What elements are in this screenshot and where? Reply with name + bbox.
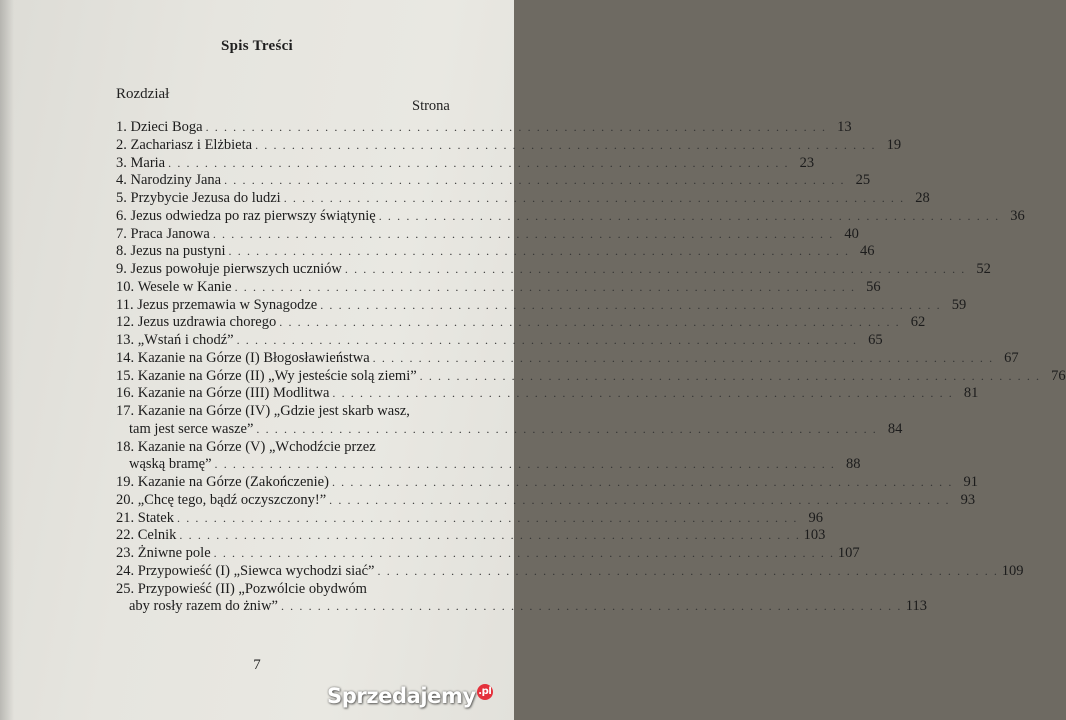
chapter-title: Jezus uzdrawia chorego <box>137 314 277 331</box>
chapter-title: Przypowieść (I) „Siewca wychodzi siać” <box>137 562 375 579</box>
chapter-title: Jezus przemawia w Synagodze <box>137 296 318 313</box>
dot-leader <box>214 545 835 563</box>
chapter-page: 81 <box>963 385 979 402</box>
chapter-page: 76 <box>1051 367 1066 384</box>
chapter-page: 13 <box>837 119 852 135</box>
chapter-number: 5. <box>116 190 127 206</box>
chapter-number: 10. <box>116 278 135 295</box>
toc-entry <box>116 385 979 403</box>
chapter-title: Kazanie na Górze (II) „Wy jesteście solą ziemi” <box>137 367 417 384</box>
dot-leader <box>332 474 953 492</box>
toc-entry-line <box>116 598 927 616</box>
chapter-number: 2. <box>116 136 127 153</box>
dot-leader <box>224 172 845 190</box>
dot-leader <box>177 510 798 528</box>
chapter-number: 21. <box>116 509 135 526</box>
dot-leader <box>206 119 827 137</box>
dot-leader <box>320 297 941 315</box>
toc-entry <box>116 261 991 279</box>
chapter-title: Kazanie na Górze (IV) „Gdzie jest skarb wasz, <box>137 403 410 419</box>
toc-entry-line <box>116 420 903 439</box>
dot-leader <box>215 456 836 474</box>
dot-leader <box>378 563 999 581</box>
chapter-title: Jezus powołuje pierwszych uczniów <box>130 261 342 277</box>
chapter-page: 107 <box>837 545 860 561</box>
chapter-page: 40 <box>844 225 859 242</box>
chapter-number: 4. <box>116 172 127 189</box>
chapter-number: 1. <box>116 119 127 135</box>
toc-entry-line <box>116 296 967 315</box>
chapter-title: Zachariasz i Elżbieta <box>130 136 253 153</box>
chapter-page: 113 <box>905 598 927 615</box>
toc-entry-line <box>116 491 976 510</box>
chapter-number: 23. <box>116 545 135 561</box>
spine-shadow <box>0 0 14 720</box>
dot-leader <box>284 190 905 208</box>
toc-entry <box>116 278 881 297</box>
chapter-page: 103 <box>803 527 826 544</box>
toc-entry-line <box>116 385 979 403</box>
toc-entry-line <box>116 403 456 421</box>
toc-entry <box>116 314 926 332</box>
chapter-title: Statek <box>137 509 174 526</box>
chapter-number: 20. <box>116 491 135 508</box>
toc-entry <box>116 580 927 617</box>
dot-leader <box>373 350 994 368</box>
chapter-title: Wesele w Kanie <box>137 278 232 295</box>
toc-entry <box>116 367 1066 386</box>
chapter-page: 65 <box>868 332 883 348</box>
toc-entry-line <box>116 527 826 545</box>
chapter-page: 25 <box>855 172 871 189</box>
dot-leader <box>279 314 900 332</box>
page-column-label: Strona <box>412 98 450 114</box>
chapter-page: 19 <box>886 136 902 153</box>
chapter-title: Przybycie Jezusa do ludzi <box>130 190 281 206</box>
chapter-number: 15. <box>116 367 135 384</box>
dot-leader <box>179 527 800 545</box>
watermark-suffix: .pl <box>477 684 493 700</box>
dot-leader <box>235 279 856 297</box>
dot-leader <box>237 332 858 350</box>
chapter-title: Przypowieść (II) „Pozwólcie obydwóm <box>137 580 367 597</box>
toc-entry <box>116 403 903 439</box>
dot-leader <box>345 261 966 279</box>
dot-leader <box>281 598 902 616</box>
toc-entry <box>116 545 860 563</box>
toc-entry <box>116 349 1019 368</box>
chapter-number: 17. <box>116 403 135 419</box>
chapter-number: 6. <box>116 207 127 224</box>
dot-leader <box>329 492 950 510</box>
toc-entry-line <box>116 119 852 137</box>
chapter-column-label: Rozdział <box>116 86 170 102</box>
dot-leader <box>256 421 877 439</box>
chapter-title: Kazanie na Górze (Zakończenie) <box>137 474 329 490</box>
toc-entry-line <box>116 225 859 244</box>
toc-entry <box>116 491 976 510</box>
chapter-page: 88 <box>846 456 861 473</box>
dot-leader <box>420 368 1041 386</box>
chapter-title: „Wstań i chodź” <box>137 332 234 348</box>
toc-entry <box>116 296 967 315</box>
chapter-number: 3. <box>116 154 127 171</box>
chapter-page: 84 <box>887 420 903 437</box>
chapter-title: Narodziny Jana <box>130 172 222 189</box>
chapter-title: „Chcę tego, bądź oczyszczony!” <box>137 491 327 508</box>
dot-leader <box>168 155 789 173</box>
dot-leader <box>332 385 953 403</box>
toc-entry-line <box>116 581 456 599</box>
chapter-number: 11. <box>116 296 134 313</box>
toc-entry-line <box>116 207 1025 226</box>
chapter-number: 9. <box>116 261 127 277</box>
toc-entry-line <box>116 314 926 332</box>
toc-entry <box>116 225 859 244</box>
toc-entry <box>116 190 930 208</box>
toc-entry-line <box>116 349 1019 368</box>
chapter-title: Celnik <box>137 527 177 544</box>
dot-leader <box>229 243 850 261</box>
toc-entry <box>116 136 902 155</box>
toc-entry <box>116 474 978 492</box>
dot-leader <box>213 226 834 244</box>
toc-entry <box>116 172 871 190</box>
chapter-number: 16. <box>116 385 135 402</box>
toc-entry-line <box>116 509 823 528</box>
toc-entry <box>116 527 826 545</box>
toc-entry-line <box>116 154 815 173</box>
toc-entry-line <box>116 456 861 474</box>
chapter-number: 24. <box>116 562 135 579</box>
chapter-number: 22. <box>116 527 135 544</box>
toc-entry <box>116 154 815 173</box>
chapter-page: 59 <box>951 296 967 313</box>
chapter-page: 96 <box>808 509 823 526</box>
toc-entry <box>116 332 883 350</box>
chapter-title: Kazanie na Górze (I) Błogosławieństwa <box>137 349 370 366</box>
chapter-page: 23 <box>799 154 815 171</box>
toc-entry <box>116 243 875 261</box>
toc-entry-line <box>116 172 871 190</box>
chapter-page: 46 <box>860 243 875 260</box>
chapter-title: Jezus odwiedza po raz pierwszy świątynię <box>130 207 376 224</box>
toc-entry-line <box>116 367 1066 386</box>
toc-entry <box>116 438 861 475</box>
chapter-title: Maria <box>130 154 166 171</box>
chapter-title: Dzieci Boga <box>130 119 203 135</box>
dot-leader <box>379 208 1000 226</box>
chapter-number: 13. <box>116 332 135 348</box>
toc-entry-line <box>116 474 978 492</box>
watermark-text: Sprzedajemy <box>327 684 476 708</box>
page-number: 7 <box>253 657 261 673</box>
chapter-page: 93 <box>960 491 976 508</box>
toc-entry-line <box>116 190 930 208</box>
chapter-page: 36 <box>1010 207 1025 224</box>
dot-leader <box>255 137 876 155</box>
toc-entry-line <box>116 545 860 563</box>
toc-entry-line <box>116 261 991 279</box>
toc-entry-line <box>116 439 456 457</box>
page-title: Spis Treści <box>220 38 294 54</box>
chapter-title: tam jest serce wasze” <box>129 420 254 437</box>
chapter-number: 25. <box>116 580 135 597</box>
toc-entry <box>116 509 823 528</box>
chapter-number: 12. <box>116 314 135 331</box>
table-of-contents <box>116 119 1066 616</box>
toc-entry <box>116 207 1025 226</box>
toc-entry-line <box>116 562 1024 581</box>
chapter-title: Jezus na pustyni <box>130 243 226 260</box>
watermark-logo <box>327 684 493 708</box>
chapter-page: 109 <box>1001 562 1024 579</box>
chapter-number: 14. <box>116 349 135 366</box>
chapter-title: Żniwne pole <box>137 545 211 561</box>
toc-entry <box>116 562 1024 581</box>
chapter-title: wąską bramę” <box>129 456 212 473</box>
chapter-number: 19. <box>116 474 135 490</box>
toc-entry-line <box>116 136 902 155</box>
toc-entry <box>116 119 852 137</box>
chapter-page: 62 <box>910 314 926 331</box>
chapter-number: 18. <box>116 438 135 455</box>
chapter-page: 56 <box>866 278 881 295</box>
chapter-title: Kazanie na Górze (III) Modlitwa <box>137 385 330 402</box>
toc-entry-line <box>116 278 881 297</box>
toc-entry-line <box>116 243 875 261</box>
chapter-page: 91 <box>963 474 978 490</box>
chapter-number: 8. <box>116 243 127 260</box>
chapter-page: 28 <box>915 190 930 206</box>
chapter-title: Kazanie na Górze (V) „Wchodźcie przez <box>137 438 376 455</box>
chapter-page: 52 <box>976 261 991 277</box>
chapter-title: Praca Janowa <box>130 225 210 242</box>
chapter-title: aby rosły razem do żniw” <box>129 598 278 615</box>
toc-entry-line <box>116 332 883 350</box>
chapter-page: 67 <box>1004 349 1019 366</box>
chapter-number: 7. <box>116 225 127 242</box>
